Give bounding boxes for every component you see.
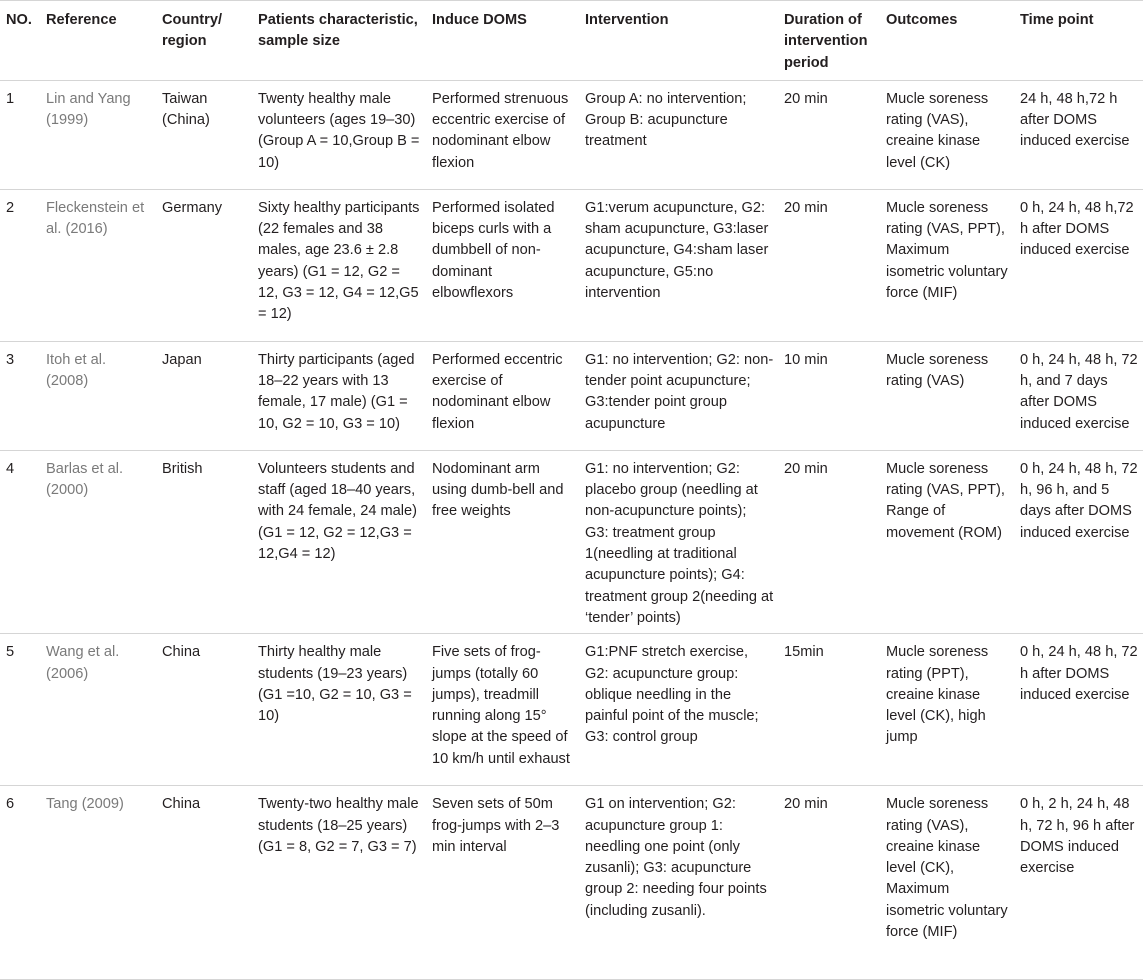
cell-outcomes: Mucle soreness rating (VAS, PPT), Maximum isometric voluntary force (MIF) <box>880 189 1014 341</box>
cell-country: Taiwan (China) <box>156 80 252 189</box>
header-time-point: Time point <box>1014 1 1143 81</box>
cell-time-point: 0 h, 24 h, 48 h,72 h after DOMS induced exercise <box>1014 189 1143 341</box>
table-row <box>0 341 1143 450</box>
cell-intervention: Group A: no intervention; Group B: acupuncture treatment <box>579 80 778 189</box>
cell-patients: Sixty healthy participants (22 females and 38 males, age 23.6 ± 2.8 years) (G1 = 12, G2 = 12, G3 = 12, G4 = 12,G5 = 12) <box>252 189 426 341</box>
cell-time-point: 0 h, 24 h, 48 h, 72 h after DOMS induced exercise <box>1014 634 1143 786</box>
cell-duration: 20 min <box>778 80 880 189</box>
cell-no: 1 <box>0 80 40 189</box>
header-no: NO. <box>0 1 40 81</box>
cell-no: 6 <box>0 786 40 980</box>
cell-outcomes: Mucle soreness rating (VAS), creaine kinase level (CK), Maximum isometric voluntary force (MIF) <box>880 786 1014 980</box>
cell-outcomes: Mucle soreness rating (PPT), creaine kinase level (CK), high jump <box>880 634 1014 786</box>
cell-country: Germany <box>156 189 252 341</box>
cell-time-point: 0 h, 24 h, 48 h, 72 h, and 7 days after DOMS induced exercise <box>1014 341 1143 450</box>
cell-intervention: G1:PNF stretch exercise, G2: acupuncture group: oblique needling in the painful point of the muscle; G3: control group <box>579 634 778 786</box>
cell-country: British <box>156 450 252 633</box>
cell-country: China <box>156 634 252 786</box>
cell-time-point: 24 h, 48 h,72 h after DOMS induced exercise <box>1014 80 1143 189</box>
header-country: Country/ region <box>156 1 252 81</box>
cell-reference-link[interactable]: Itoh et al. (2008) <box>40 341 156 450</box>
cell-country: China <box>156 786 252 980</box>
cell-induce-doms: Performed eccentric exercise of nodominant elbow flexion <box>426 341 579 450</box>
cell-reference-link[interactable]: Barlas et al. (2000) <box>40 450 156 633</box>
cell-reference-link[interactable]: Lin and Yang (1999) <box>40 80 156 189</box>
header-outcomes: Outcomes <box>880 1 1014 81</box>
cell-induce-doms: Nodominant arm using dumb-bell and free weights <box>426 450 579 633</box>
cell-patients: Thirty participants (aged 18–22 years with 13 female, 17 male) (G1 = 10, G2 = 10, G3 = 10) <box>252 341 426 450</box>
cell-outcomes: Mucle soreness rating (VAS), creaine kinase level (CK) <box>880 80 1014 189</box>
cell-patients: Twenty-two healthy male students (18–25 years) (G1 = 8, G2 = 7, G3 = 7) <box>252 786 426 980</box>
cell-reference-link[interactable]: Fleckenstein et al. (2016) <box>40 189 156 341</box>
table-row <box>0 80 1143 189</box>
cell-induce-doms: Performed isolated biceps curls with a dumbbell of non-dominant elbowflexors <box>426 189 579 341</box>
cell-outcomes: Mucle soreness rating (VAS, PPT), Range of movement (ROM) <box>880 450 1014 633</box>
header-row <box>0 1 1143 81</box>
cell-patients: Twenty healthy male volunteers (ages 19–30) (Group A = 10,Group B = 10) <box>252 80 426 189</box>
cell-induce-doms: Five sets of frog-jumps (totally 60 jumps), treadmill running along 15° slope at the speed of 10 km/h until exhaust <box>426 634 579 786</box>
cell-induce-doms: Seven sets of 50m frog-jumps with 2–3 min interval <box>426 786 579 980</box>
cell-no: 2 <box>0 189 40 341</box>
cell-reference-link[interactable]: Wang et al. (2006) <box>40 634 156 786</box>
cell-country: Japan <box>156 341 252 450</box>
table-row <box>0 189 1143 341</box>
cell-patients: Thirty healthy male students (19–23 years) (G1 =10, G2 = 10, G3 = 10) <box>252 634 426 786</box>
cell-no: 4 <box>0 450 40 633</box>
cell-duration: 20 min <box>778 189 880 341</box>
cell-time-point: 0 h, 24 h, 48 h, 72 h, 96 h, and 5 days after DOMS induced exercise <box>1014 450 1143 633</box>
header-reference: Reference <box>40 1 156 81</box>
header-duration: Duration of intervention period <box>778 1 880 81</box>
cell-patients: Volunteers students and staff (aged 18–40 years, with 24 female, 24 male) (G1 = 12, G2 = 12,G3 = 12,G4 = 12) <box>252 450 426 633</box>
cell-reference-link[interactable]: Tang (2009) <box>40 786 156 980</box>
table-row <box>0 450 1143 633</box>
cell-no: 3 <box>0 341 40 450</box>
cell-duration: 15min <box>778 634 880 786</box>
cell-duration: 20 min <box>778 786 880 980</box>
cell-intervention: G1: no intervention; G2: placebo group (needling at non-acupuncture points); G3: treatment group 1(needling at traditional acupuncture points); G4: treatment group 2(needing at ‘tender’ points) <box>579 450 778 633</box>
cell-intervention: G1: no intervention; G2: non-tender point acupuncture; G3:tender point group acupuncture <box>579 341 778 450</box>
header-patients: Patients characteristic, sample size <box>252 1 426 81</box>
cell-duration: 10 min <box>778 341 880 450</box>
cell-no: 5 <box>0 634 40 786</box>
header-intervention: Intervention <box>579 1 778 81</box>
header-induce-doms: Induce DOMS <box>426 1 579 81</box>
cell-induce-doms: Performed strenuous eccentric exercise of nodominant elbow flexion <box>426 80 579 189</box>
cell-intervention: G1 on intervention; G2: acupuncture group 1: needling one point (only zusanli); G3: acupuncture group 2: needing four points (including zusanli). <box>579 786 778 980</box>
cell-duration: 20 min <box>778 450 880 633</box>
cell-intervention: G1:verum acupuncture, G2: sham acupuncture, G3:laser acupuncture, G4:sham laser acupuncture, G5:no intervention <box>579 189 778 341</box>
table-row <box>0 786 1143 980</box>
table-row <box>0 634 1143 786</box>
cell-time-point: 0 h, 2 h, 24 h, 48 h, 72 h, 96 h after DOMS induced exercise <box>1014 786 1143 980</box>
cell-outcomes: Mucle soreness rating (VAS) <box>880 341 1014 450</box>
